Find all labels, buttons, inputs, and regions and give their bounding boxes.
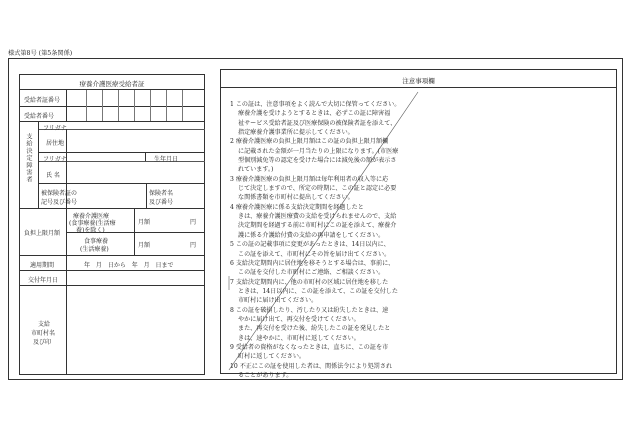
notes-line: 6 支給決定期間内に居住地を移そうとする場合は、事前に、 xyxy=(230,259,395,267)
notes-line: 指定療養介護事業所に提示してください。 xyxy=(238,129,354,137)
notes-line: 9 受給者の資格がなくなったときは、直ちに、この証を市 xyxy=(230,343,389,351)
row-divider xyxy=(38,152,205,153)
notes-line: やかに届け出て、再交付を受けてください。 xyxy=(238,315,360,323)
row-divider xyxy=(20,255,205,256)
application-period-label: 適用期間 xyxy=(30,262,55,269)
meal-monthly-label: 月額 xyxy=(138,242,151,249)
issue-date-label: 交付年月日 xyxy=(28,277,59,284)
notes-line: 7 支給決定期間内に、他の市町村の区域に居住地を移した xyxy=(230,278,389,286)
notes-list xyxy=(230,100,414,380)
municipality-label-1: 支給 xyxy=(38,321,51,328)
notes-line: 1 この証は、注意事項をよく読んで大切に保管ってください。 xyxy=(230,101,401,108)
notes-line: れています。) xyxy=(238,166,274,174)
notes-line: 町村に返してください。 xyxy=(238,353,306,361)
row-divider xyxy=(20,208,205,209)
meal-care-label-1: 食事療養 xyxy=(84,238,109,245)
row-divider xyxy=(20,270,205,271)
notes-line: 決定期間を経過する前に市町村にこの証を添えて、療養介 xyxy=(238,222,397,230)
notes-line: ることがあります。 xyxy=(238,371,293,379)
medical-monthly-label: 月額 xyxy=(138,219,151,226)
notes-line: 療養介護を受けようとするときは、必ずこの証に障害福 xyxy=(238,110,391,118)
notes-title: 注意事項欄 xyxy=(402,77,435,85)
notes-panel xyxy=(220,69,617,379)
medical-care-label-1: 療養介護医療 xyxy=(73,213,110,220)
certificate-card xyxy=(19,74,205,375)
notes-line: 3 療養介護医療の負担上限月額は毎年利用者の収入等に応 xyxy=(230,175,389,183)
notes-line: じて決定しますので、所定の時期に、この証と認定に必要 xyxy=(238,185,397,193)
column-divider xyxy=(134,208,135,255)
row-divider xyxy=(38,183,205,184)
disabled-person-label: 支給決定障害者 xyxy=(25,133,32,184)
application-period-value: 年 月 日から 年 月 日まで xyxy=(84,262,174,269)
insured-number-label-1: 被保険者証の xyxy=(41,190,78,197)
insurer-name-label-2: 及び番号 xyxy=(149,199,174,206)
column-divider xyxy=(145,152,146,161)
notes-line: 4 療養介護医療に係る支給決定期間を経過したと xyxy=(230,203,364,211)
notes-line: この証を交付した市町村にご連絡、ご相談ください。 xyxy=(238,269,385,277)
notes-line: 市町村に届け出てください。 xyxy=(238,297,318,305)
name-label: 氏 名 xyxy=(46,172,60,179)
furigana-label-2: フリガナ xyxy=(43,156,67,163)
notes-line: な関係書類を市町村に提出してください。 xyxy=(238,194,354,202)
notes-line: 10 不正にこの証を使用した者は、関係法令により処罰され xyxy=(230,362,393,370)
certificate-title: 療養介護医療受給者証 xyxy=(79,80,145,88)
notes-line: 8 この証を破損したり、汚したり又は紛失したときは、速 xyxy=(230,306,389,314)
notes-line: 護に係る介護給付費の支給の再申請をしてください。 xyxy=(238,231,385,239)
notes-line: 2 療養介護医療の負担上限月額はこの証の負担上限月額欄 xyxy=(230,138,389,146)
notes-line: きは、療養介護医療費の支給を受けられませんので、支給 xyxy=(238,213,397,221)
municipality-label-2: 市町村名 xyxy=(31,330,56,337)
furigana-label: フリガナ xyxy=(43,125,67,132)
row-divider xyxy=(20,285,205,286)
column-divider xyxy=(66,90,67,121)
municipality-label-3: 及び印 xyxy=(33,339,52,346)
birthdate-label: 生年月日 xyxy=(154,156,179,163)
column-divider xyxy=(66,285,67,375)
row-divider xyxy=(20,121,205,122)
notes-line: また、再交付を受けた後、紛失したこの証を発見したと xyxy=(238,325,391,333)
medical-yen-label: 円 xyxy=(190,219,197,226)
notes-line: 型個別減免等の認定を受けた場合には減免後の額が表示さ xyxy=(238,157,397,165)
certificate-title-bar xyxy=(20,75,204,90)
burden-limit-label: 負担上限月額 xyxy=(24,230,61,237)
recipient-number-label: 受給者証番号 xyxy=(24,97,61,104)
form-number-label: 様式第8号 (第5条関係) xyxy=(8,50,73,57)
column-divider xyxy=(66,208,67,285)
notes-line: 祉サービス受給者証及び医療保険の被保険者証を添えて、 xyxy=(238,119,397,127)
meal-care-label-2: (生活療養) xyxy=(80,246,109,253)
insurer-name-label-1: 保険者名 xyxy=(149,190,174,197)
meal-yen-label: 円 xyxy=(190,242,197,249)
notes-line: 5 この証の記載事項に変更があったときは、14日以内に、 xyxy=(230,241,390,249)
notes-line: この証を添えて、市町村にその旨を届け出てください。 xyxy=(238,250,391,258)
notes-line: ときは、14日以内に、この証を添えて、この証を交付した xyxy=(238,287,398,295)
medical-care-label-2: (食事療養(生活療 xyxy=(69,220,116,227)
notes-title-divider xyxy=(221,87,616,88)
provider-number-label: 受給者番号 xyxy=(24,113,55,120)
address-label: 居住地 xyxy=(46,140,65,147)
column-divider xyxy=(38,121,39,208)
notes-line: に記載された金額が一月当たりの上限になります。(市医療 xyxy=(238,147,399,155)
medical-care-label-3: 養)を除く) xyxy=(76,227,105,234)
notes-line: きは、速やかに、市町村に返してください。 xyxy=(238,334,360,342)
row-divider xyxy=(20,106,205,107)
insured-number-label-2: 記号及び番号 xyxy=(41,199,78,206)
column-divider xyxy=(146,183,147,208)
